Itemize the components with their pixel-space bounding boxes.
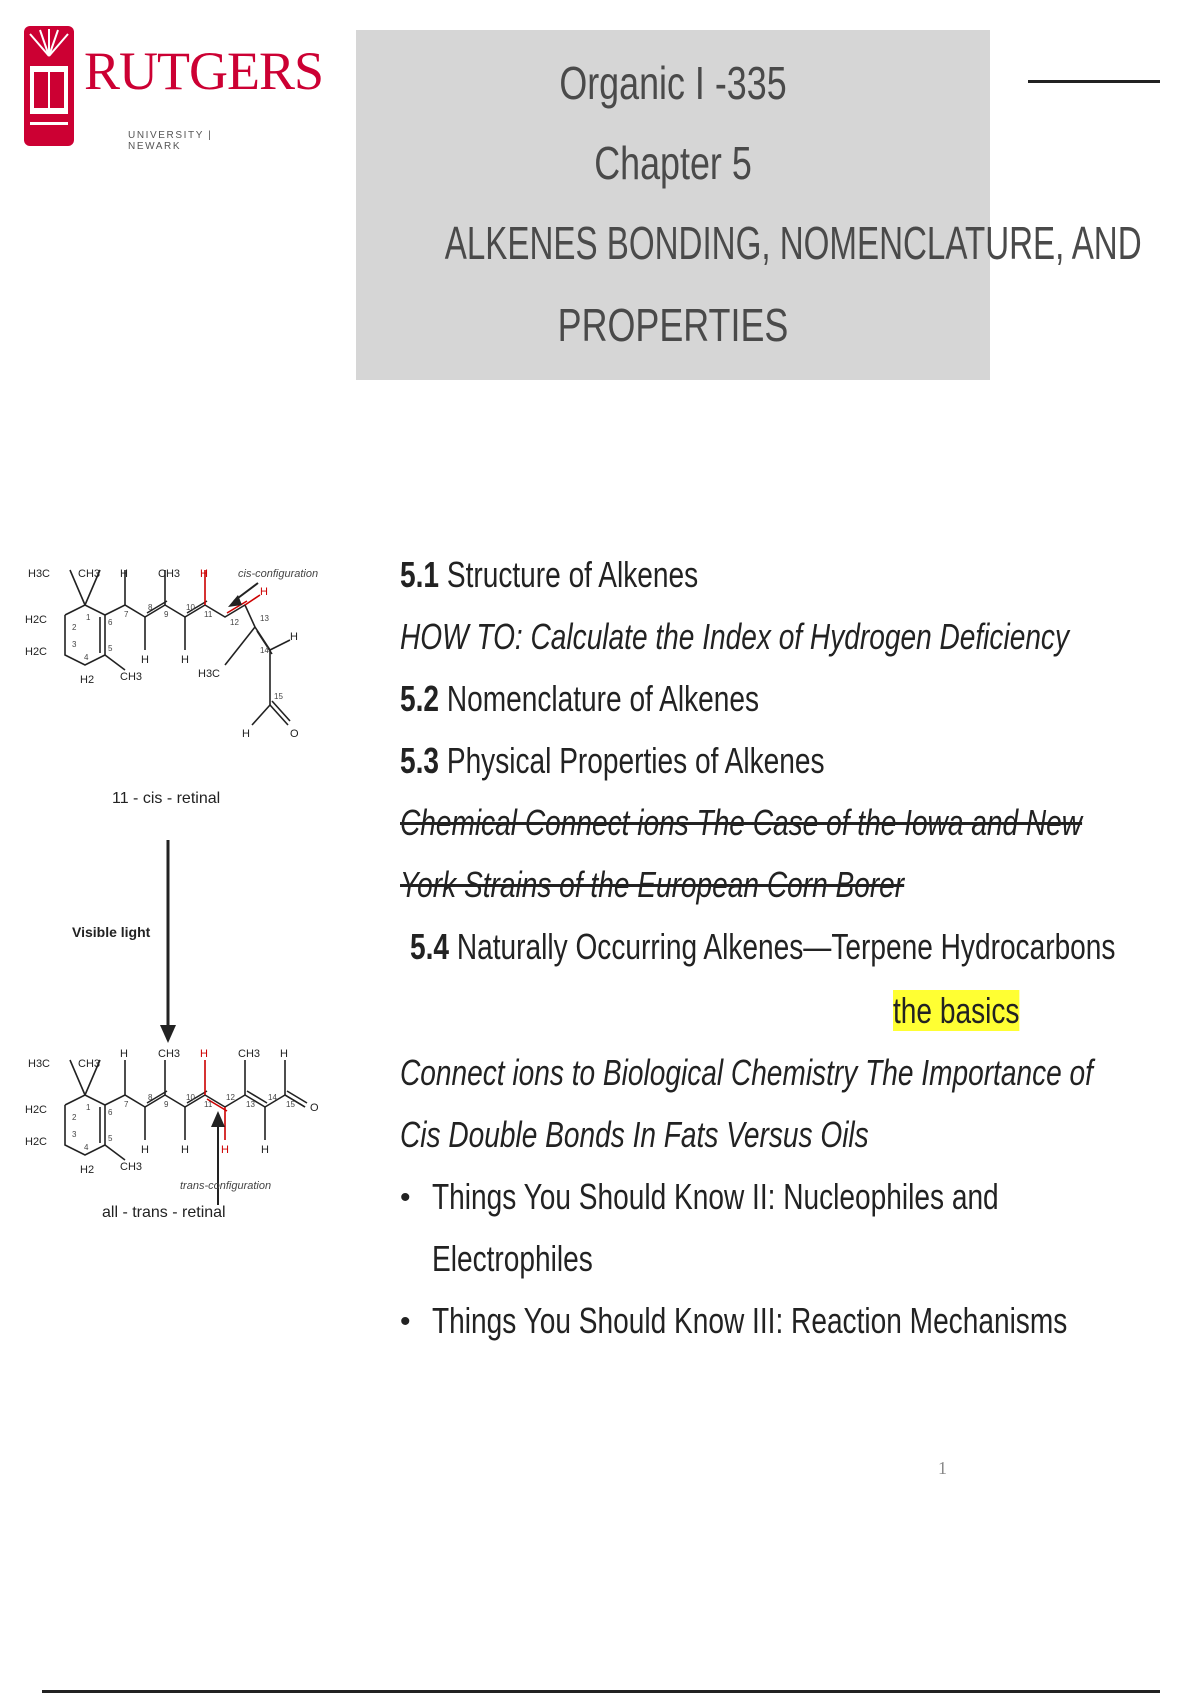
atom-label: CH3 [158,568,181,580]
section-number: 5.3 [400,740,440,781]
atom-label: H [280,1048,288,1060]
atom-label: H2C [25,646,48,658]
atom-label: H [181,1144,189,1156]
carbon-number: 12 [230,618,239,627]
carbon-number: 9 [164,1100,169,1109]
atom-label: H [200,1048,208,1060]
atom-label: CH3 [78,568,101,580]
atom-label: H2 [80,674,95,686]
chapter-subtitle-line-2: PROPERTIES [557,299,789,351]
section-title: Structure of Alkenes [439,554,699,595]
outline-connections-line-1: Connect ions to Biological Chemistry The Importance of [400,1052,1093,1093]
bottom-rule [42,1690,1160,1693]
reaction-arrowhead [160,1025,176,1043]
carbon-number: 11 [204,1100,213,1109]
top-right-rule [1028,80,1160,83]
atom-label: CH3 [238,1048,261,1060]
carbon-number: 8 [148,1093,153,1102]
carbon-number: 13 [260,614,269,623]
atom-label: CH3 [120,671,143,683]
atom-label: H [221,1144,229,1156]
cis-retinal-structure [65,570,290,725]
atom-label: H [120,1048,128,1060]
logo-subtitle: UNIVERSITY | NEWARK [128,130,213,152]
carbon-number: 1 [86,613,91,622]
section-title: Physical Properties of Alkenes [439,740,825,781]
visible-light-label: Visible light [72,924,151,940]
atom-label: H [120,568,128,580]
carbon-number: 13 [246,1100,255,1109]
trans-arrowhead [211,1111,225,1127]
carbon-number: 4 [84,1143,89,1152]
carbon-number: 12 [226,1093,235,1102]
atom-label: H [290,631,298,643]
section-number: 5.1 [400,554,440,595]
atom-label: H [141,654,149,666]
trans-retinal-atoms [25,1048,319,1176]
rutgers-logo [22,26,324,152]
atom-label: H2C [25,1136,48,1148]
atom-label: O [290,728,299,740]
bullet-icon: • [400,1181,411,1214]
carbon-number: 3 [72,640,77,649]
cis-retinal-atoms [25,568,299,740]
outline-basics-note [893,990,1020,1031]
trans-retinal-label: all - trans - retinal [102,1204,226,1221]
carbon-number: 2 [72,623,77,632]
carbon-number: 8 [148,603,153,612]
carbon-number: 6 [108,618,113,627]
atom-label: H [260,586,268,598]
atom-label: H [242,728,250,740]
logo-wordmark: RUTGERS [84,41,324,101]
atom-label: H2C [25,1104,48,1116]
carbon-number: 10 [186,603,195,612]
cis-retinal-numbers [72,603,283,701]
atom-label: CH3 [158,1048,181,1060]
carbon-number: 6 [108,1108,113,1117]
outline-bullet-2: Things You Should Know III: Reaction Mechanisms [432,1300,1068,1341]
atom-label: H [181,654,189,666]
atom-label: H [200,568,208,580]
retinal-isomerization-diagram [20,565,355,1325]
atom-label: H2C [25,614,48,626]
carbon-number: 14 [260,646,269,655]
highlighted-text: the basics [893,990,1020,1031]
carbon-number: 11 [204,610,213,619]
outline-connections-line-2: Cis Double Bonds In Fats Versus Oils [400,1114,869,1155]
section-number: 5.4 [410,926,450,967]
carbon-number: 15 [274,692,283,701]
outline-howto: HOW TO: Calculate the Index of Hydrogen Deficiency [400,616,1070,657]
carbon-number: 2 [72,1113,77,1122]
atom-label: CH3 [78,1058,101,1070]
shield-icon [22,26,78,148]
atom-label: O [310,1102,319,1114]
atom-label: CH3 [120,1161,143,1173]
carbon-number: 7 [124,610,129,619]
trans-configuration-label: trans-configuration [180,1180,272,1192]
bullet-icon: • [400,1305,411,1338]
atom-label: H2 [80,1164,95,1176]
carbon-number: 9 [164,610,169,619]
outline-bullet-1-line-1: Things You Should Know II: Nucleophiles and [432,1176,999,1217]
cis-configuration-label: cis-configuration [238,568,319,580]
outline-section-5-2 [400,678,760,719]
cis-retinal-label: 11 - cis - retinal [112,790,221,807]
section-number: 5.2 [400,678,440,719]
outline-struck-topic-line-1: Chemical Connect ions The Case of the Iowa and New [400,802,1083,843]
outline-section-5-1 [400,554,699,595]
carbon-number: 5 [108,1134,113,1143]
title-block [356,30,1142,380]
carbon-number: 15 [286,1100,295,1109]
carbon-number: 14 [268,1093,277,1102]
chapter-subtitle-line-1: ALKENES BONDING, NOMENCLATURE, AND [444,217,1142,269]
carbon-number: 10 [186,1093,195,1102]
section-title: Nomenclature of Alkenes [439,678,760,719]
carbon-number: 5 [108,644,113,653]
section-title: Naturally Occurring Alkenes—Terpene Hydrocarbons [449,926,1116,967]
page-number: 1 [938,1458,947,1478]
chapter-title: Chapter 5 [594,137,752,189]
atom-label: H3C [28,568,51,580]
atom-label: H3C [198,668,221,680]
outline-section-5-4 [410,926,1116,967]
course-title: Organic I -335 [559,57,787,109]
outline-section-5-3 [400,740,825,781]
outline-struck-topic-line-2: York Strains of the European Corn Borer [400,864,905,905]
outline-bullet-1-line-2: Electrophiles [432,1238,593,1279]
carbon-number: 7 [124,1100,129,1109]
atom-label: H [261,1144,269,1156]
atom-label: H [141,1144,149,1156]
carbon-number: 1 [86,1103,91,1112]
carbon-number: 3 [72,1130,77,1139]
atom-label: H3C [28,1058,51,1070]
carbon-number: 4 [84,653,89,662]
